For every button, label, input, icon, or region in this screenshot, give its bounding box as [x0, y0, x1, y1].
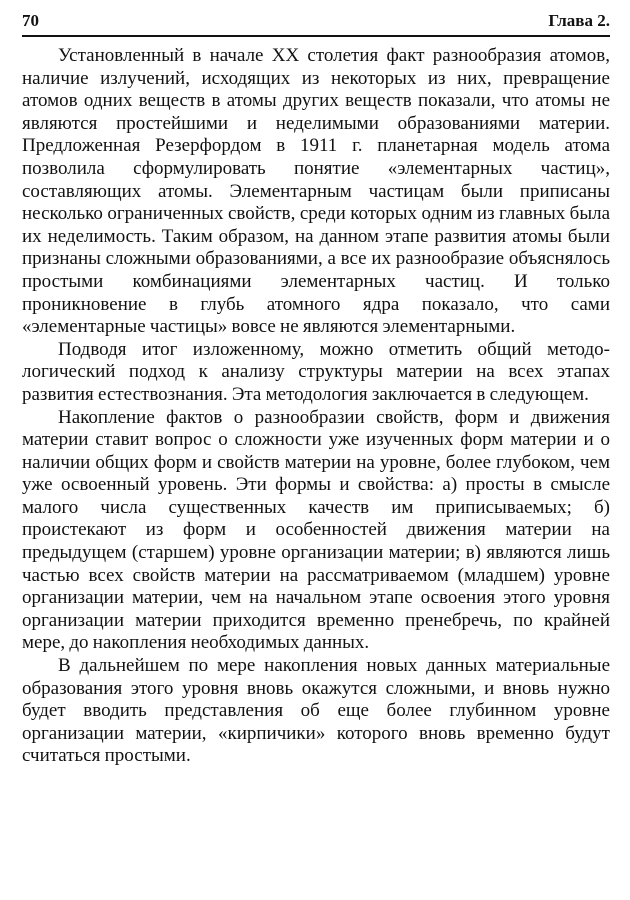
paragraph: В дальнейшем по мере накопления новых данных материальные образования этого уровня вновь окажутся сложными, и вновь нужно будет вводить представления об еще более глубинном уровне организации материи, «кирпичики» которого вновь временно будут считаться простыми.: [22, 655, 610, 767]
paragraph: Накопление фактов о разнообразии свойств, форм и движения материи ставит вопрос о сложности уже изученных форм материи и о наличии общих форм и свойств материи на уровне, более глубоком, чем уже освоенный уровень. Эти формы и свойства: а) просты в смысле малого числа существенных качеств им приписываемых; б) проистекают из форм и особенностей движения материи на предыдущем (старшем) уровне организации материи; в) являются лишь частью всех свойств материи на рассматриваемом (младшем) уровне организации материи, чем на начальном этапе освоения этого уровня организации материи приходится временно пренебречь, по крайней мере, до накопления необходимых данных.: [22, 406, 610, 654]
chapter-title: Глава 2.: [548, 11, 610, 30]
page-header: [22, 10, 610, 37]
paragraph: Подводя итог изложенному, можно отметить общий методологический подход к анализу структуры материи на всех этапах развития естествознания. Эта методология заключается в следующем.: [22, 338, 610, 405]
page-number: 70: [22, 11, 39, 30]
paragraph: Установленный в начале XX столетия факт разнообразия атомов, наличие излучений, исходящих из некоторых из них, превращение атомов одних веществ в атомы других веществ показали, что атомы не являются простейшими и неделимыми образованиями материи. Предложенная Резерфордом в 1911 г. планетарная модель атома позволила сформулировать понятие «элементарных частиц», составляющих атомы. Элементарным частицам были приписаны несколько ограниченных свойств, среди которых одним из главных была их неделимость. Таким образом, на данном этапе развития атомы были признаны сложными образованиями, а все их разнообразие объяснялось простыми комбинациями элементарных частиц. И только проникновение в глубь атомного ядра показало, что сами «элементарные частицы» вовсе не являются элементарными.: [22, 45, 610, 338]
book-page: [22, 10, 610, 768]
body-text: [22, 45, 610, 768]
